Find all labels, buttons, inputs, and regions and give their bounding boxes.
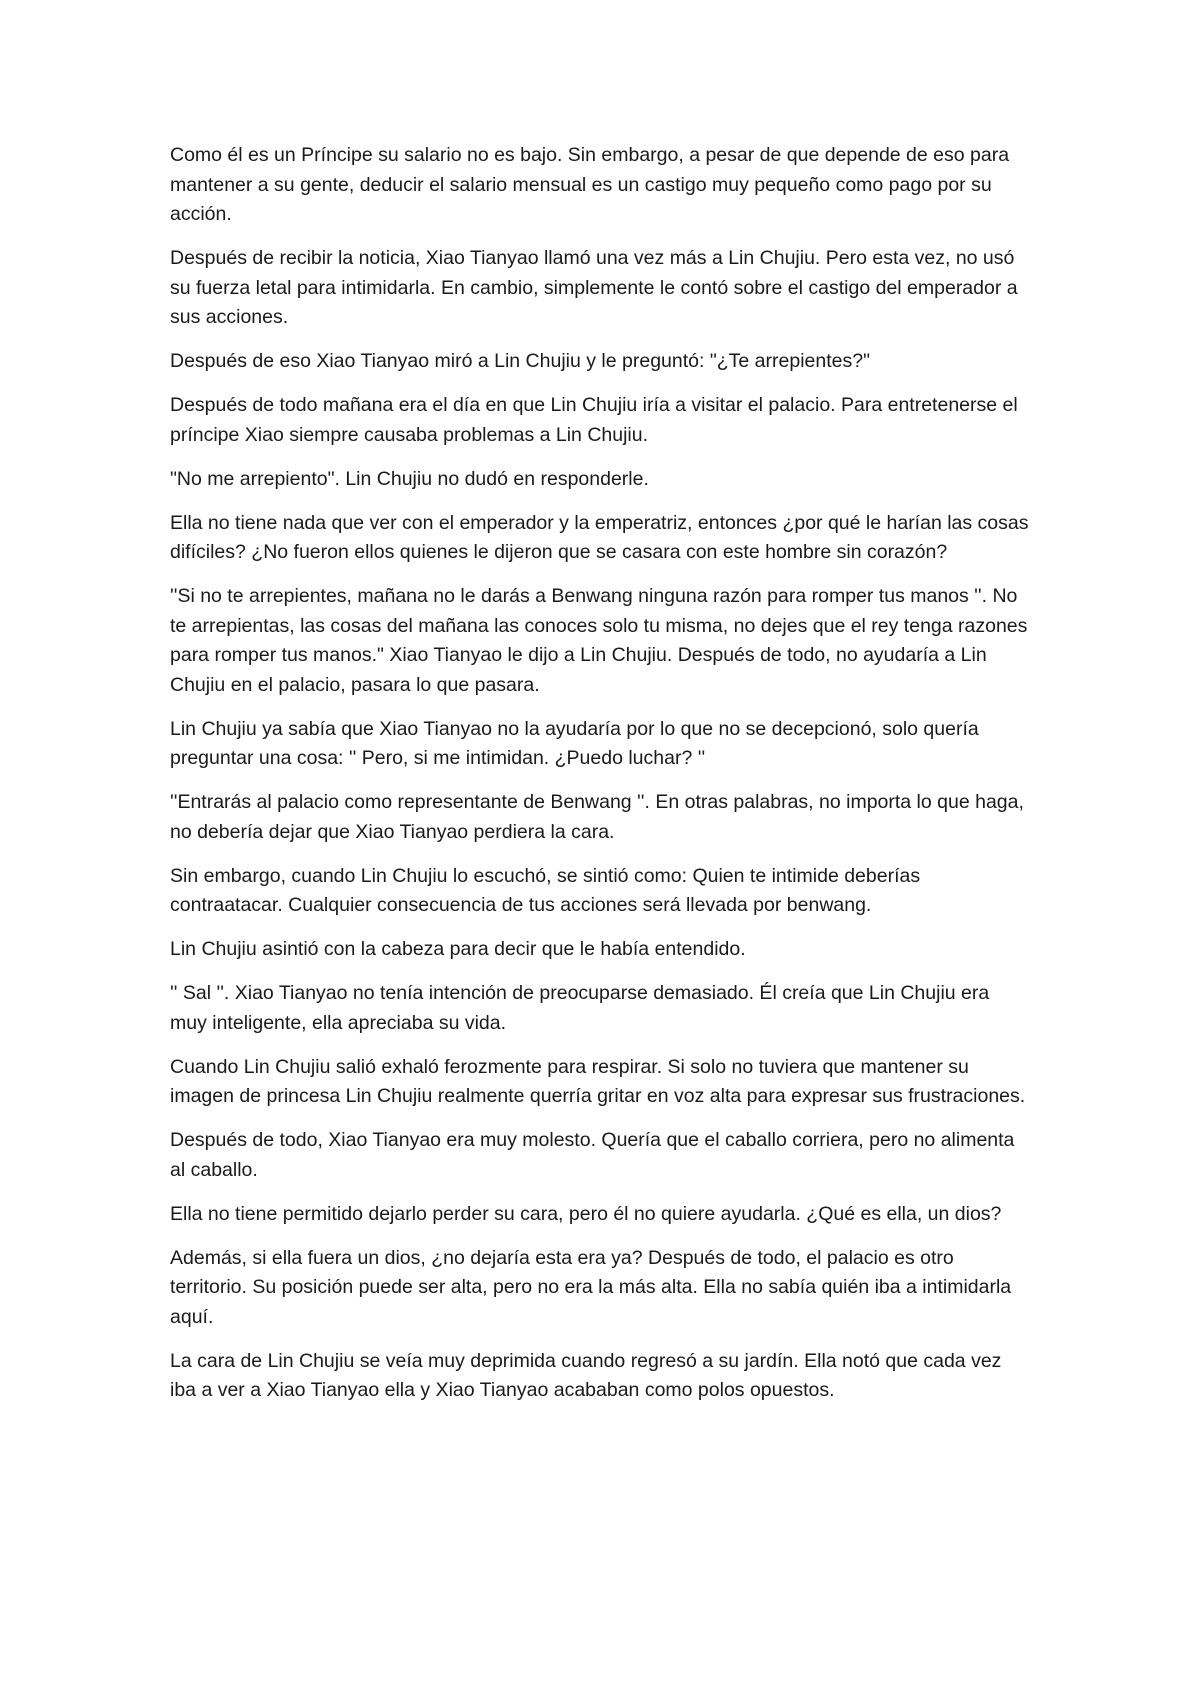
paragraph: Cuando Lin Chujiu salió exhaló ferozmente para respirar. Si solo no tuviera que mantener su imagen de princesa Lin Chujiu realmente querría gritar en voz alta para expresar sus frustraciones.	[170, 1055, 1026, 1107]
paragraph: '' Sal ''. Xiao Tianyao no tenía intención de preocuparse demasiado. Él creía que Lin Chujiu era muy inteligente, ella apreciaba su vida.	[170, 982, 990, 1034]
paragraph: Sin embargo, cuando Lin Chujiu lo escuchó, se sintió como: Quien te intimide deberías contraatacar. Cualquier consecuencia de tus acciones será llevada por benwang.	[170, 864, 921, 916]
paragraph: Lin Chujiu ya sabía que Xiao Tianyao no la ayudaría por lo que no se decepcionó, solo quería preguntar una cosa: '' Pero, si me intimidan. ¿Puedo luchar? ''	[170, 717, 979, 769]
paragraph: Después de todo, Xiao Tianyao era muy molesto. Quería que el caballo corriera, pero no alimenta al caballo.	[170, 1129, 1015, 1181]
paragraph: Ella no tiene permitido dejarlo perder su cara, pero él no quiere ayudarla. ¿Qué es ella, un dios?	[170, 1202, 1002, 1225]
paragraph: Después de todo mañana era el día en que Lin Chujiu iría a visitar el palacio. Para entretenerse el príncipe Xiao siempre causaba problemas a Lin Chujiu.	[170, 394, 1018, 446]
paragraph: ''Entrarás al palacio como representante de Benwang ''. En otras palabras, no importa lo que haga, no debería dejar que Xiao Tianyao perdiera la cara.	[170, 791, 1024, 843]
paragraph: La cara de Lin Chujiu se veía muy deprimida cuando regresó a su jardín. Ella notó que cada vez iba a ver a Xiao Tianyao ella y Xiao Tianyao acababan como polos opuestos.	[170, 1349, 1002, 1401]
paragraph: Además, si ella fuera un dios, ¿no dejaría esta era ya? Después de todo, el palacio es otro territorio. Su posición puede ser alta, pero no era la más alta. Ella no sabía quién iba a intimidarla aquí.	[170, 1246, 1012, 1328]
paragraph: Ella no tiene nada que ver con el emperador y la emperatriz, entonces ¿por qué le harían las cosas difíciles? ¿No fueron ellos quienes le dijeron que se casara con este hombre sin corazón?	[170, 511, 1029, 563]
paragraph: "No me arrepiento". Lin Chujiu no dudó en responderle.	[170, 467, 649, 490]
paragraph: ''Si no te arrepientes, mañana no le darás a Benwang ninguna razón para romper tus manos ''. No te arrepientas, las cosas del mañana las conoces solo tu misma, no dejes que el rey tenga razones para romper tus manos." Xiao Tianyao le dijo a Lin Chujiu. Después de todo, no ayudaría a Lin Chujiu en el palacio, pasara lo que pasara.	[170, 585, 1028, 696]
paragraph: Después de recibir la noticia, Xiao Tianyao llamó una vez más a Lin Chujiu. Pero esta vez, no usó su fuerza letal para intimidarla. En cambio, simplemente le contó sobre el castigo del emperador a sus acciones.	[170, 247, 1018, 328]
paragraph: Como él es un Príncipe su salario no es bajo. Sin embargo, a pesar de que depende de eso para mantener a su gente, deducir el salario mensual es un castigo muy pequeño como pago por su acción.	[170, 144, 1010, 225]
paragraph: Después de eso Xiao Tianyao miró a Lin Chujiu y le preguntó: "¿Te arrepientes?"	[170, 350, 870, 372]
document-body	[170, 141, 1030, 1420]
paragraph: Lin Chujiu asintió con la cabeza para decir que le había entendido.	[170, 938, 746, 960]
